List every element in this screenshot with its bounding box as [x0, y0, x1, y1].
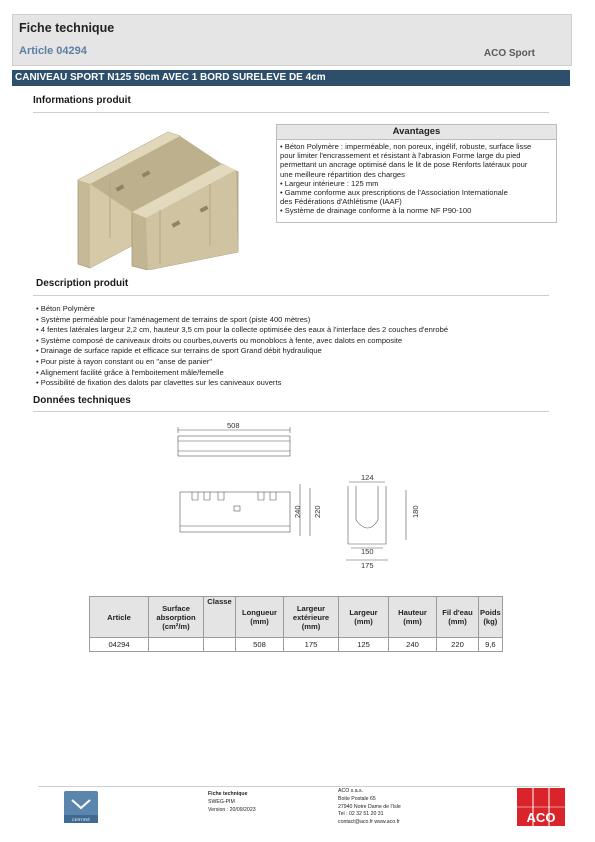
footer-doc-line: Version : 20/09/2023: [208, 807, 256, 814]
section-heading-info: Informations produit: [33, 95, 131, 106]
dim-length: 508: [227, 421, 240, 430]
description-item: • Drainage de surface rapide et efficace sur terrains de sport Grand débit hydraulique: [36, 346, 322, 356]
footer-doc-line: SWEG-PIM: [208, 799, 235, 806]
description-list: [36, 304, 566, 389]
table-header-row: [90, 597, 503, 638]
technical-data-table: [89, 596, 503, 652]
footer-company-line: contact@aco.fr www.aco.fr: [338, 819, 400, 826]
table-header-cell: Hauteur (mm): [389, 597, 437, 638]
advantage-line: une meilleure répartition des charges: [280, 169, 405, 179]
table-header-cell: Classe: [204, 597, 236, 638]
section-heading-description: Description produit: [36, 278, 129, 289]
dim-width: 175: [361, 561, 374, 570]
table-header-cell: Fil d'eau (mm): [437, 597, 479, 638]
table-cell: [149, 638, 204, 652]
section-divider: [33, 295, 549, 296]
advantage-line: pour limiter l'encrassement et résistant à l'abrasion Forme large du pied: [280, 151, 521, 161]
description-item: • Pour piste à rayon constant ou en "anse de panier": [36, 356, 213, 366]
table-cell: 240: [389, 638, 437, 652]
advantage-line: permettant un ancrage optimisé dans le lit de pose Renforts latéraux pour: [280, 160, 528, 170]
section-divider: [33, 112, 549, 113]
table-cell: 04294: [90, 638, 149, 652]
article-number: Article 04294: [19, 45, 87, 57]
aco-logo-text: ACO: [526, 810, 556, 825]
table-header-cell: Longueur (mm): [236, 597, 284, 638]
advantage-line: • Largeur intérieure : 125 mm: [280, 178, 379, 188]
advantage-line: • Gamme conforme aux prescriptions de l'Association Internationale: [280, 188, 508, 198]
table-row: [90, 638, 503, 652]
table-cell: 9,6: [479, 638, 503, 652]
advantage-line: des Fédérations d'Athlétisme (IAAF): [280, 197, 402, 207]
dim-bottom-inner: 150: [361, 547, 374, 556]
footer-company-line: Tel : 02 32 51 20 31: [338, 811, 384, 818]
advantage-line: • Système de drainage conforme à la norme NF P90-100: [280, 206, 472, 216]
section-divider: [33, 411, 549, 412]
product-title-bar: [12, 70, 570, 86]
certification-logo: [64, 791, 98, 823]
description-item: • Béton Polymère: [36, 304, 95, 313]
section-heading-technical: Données techniques: [33, 395, 131, 406]
dim-inner-height: 180: [411, 505, 420, 518]
table-cell: 508: [236, 638, 284, 652]
description-item: • Possibilité de fixation des dalots par clavettes sur les caniveaux ouverts: [36, 378, 282, 388]
table-header-cell: Largeur extérieure (mm): [284, 597, 339, 638]
description-item: • 4 fentes latérales largeur 2,2 cm, hauteur 3,5 cm pour la collecte optimisée des eaux à l'interface des 2 couches d'enrobé: [36, 325, 449, 335]
advantage-line: • Béton Polymère : imperméable, non poreux, ingélif, robuste, surface lisse: [280, 142, 532, 151]
footer-divider: [38, 786, 560, 787]
table-header-cell: Article: [90, 597, 149, 638]
dim-height-mid: 220: [313, 505, 322, 518]
advantages-title: Avantages: [277, 125, 556, 140]
certification-label: CERTIFIÉ: [71, 817, 91, 822]
table-header-cell: Poids (kg): [479, 597, 503, 638]
footer-company-line: Boite Postale 65: [338, 795, 376, 802]
advantages-box: [276, 124, 557, 223]
table-cell: 175: [284, 638, 339, 652]
footer-company-info: [338, 788, 401, 827]
table-header-cell: Largeur (mm): [339, 597, 389, 638]
document-title: Fiche technique: [19, 21, 115, 35]
footer-document-info: [208, 790, 256, 815]
technical-drawing: [174, 420, 424, 570]
document-header: [12, 14, 572, 66]
table-cell: 220: [437, 638, 479, 652]
table-cell: 125: [339, 638, 389, 652]
table-header-cell: Surface absorption (cm²/m): [149, 597, 204, 638]
dim-top: 124: [361, 473, 374, 482]
brand-name: ACO Sport: [483, 48, 535, 59]
dim-height-outer: 240: [293, 505, 302, 518]
footer-company-line: 27940 Notre Dame de l'Isle: [338, 803, 401, 810]
footer-doc-line: Fiche technique: [208, 791, 248, 797]
footer-company-line: ACO s.a.s.: [338, 788, 364, 794]
product-title: CANIVEAU SPORT N125 50cm AVEC 1 BORD SURELEVE DE 4cm: [15, 72, 326, 83]
aco-logo: [517, 788, 565, 826]
description-item: • Système composé de caniveaux droits ou courbes,ouverts ou monoblocs à fente, avec dalots en composite: [36, 335, 403, 345]
table-cell: [204, 638, 236, 652]
advantages-list: [277, 140, 556, 216]
product-image: [60, 120, 255, 270]
description-item: • Système perméable pour l'aménagement de terrains de sport (piste 400 mètres): [36, 314, 311, 324]
description-item: • Alignement facilité grâce à l'emboitement mâle/femelle: [36, 367, 224, 377]
